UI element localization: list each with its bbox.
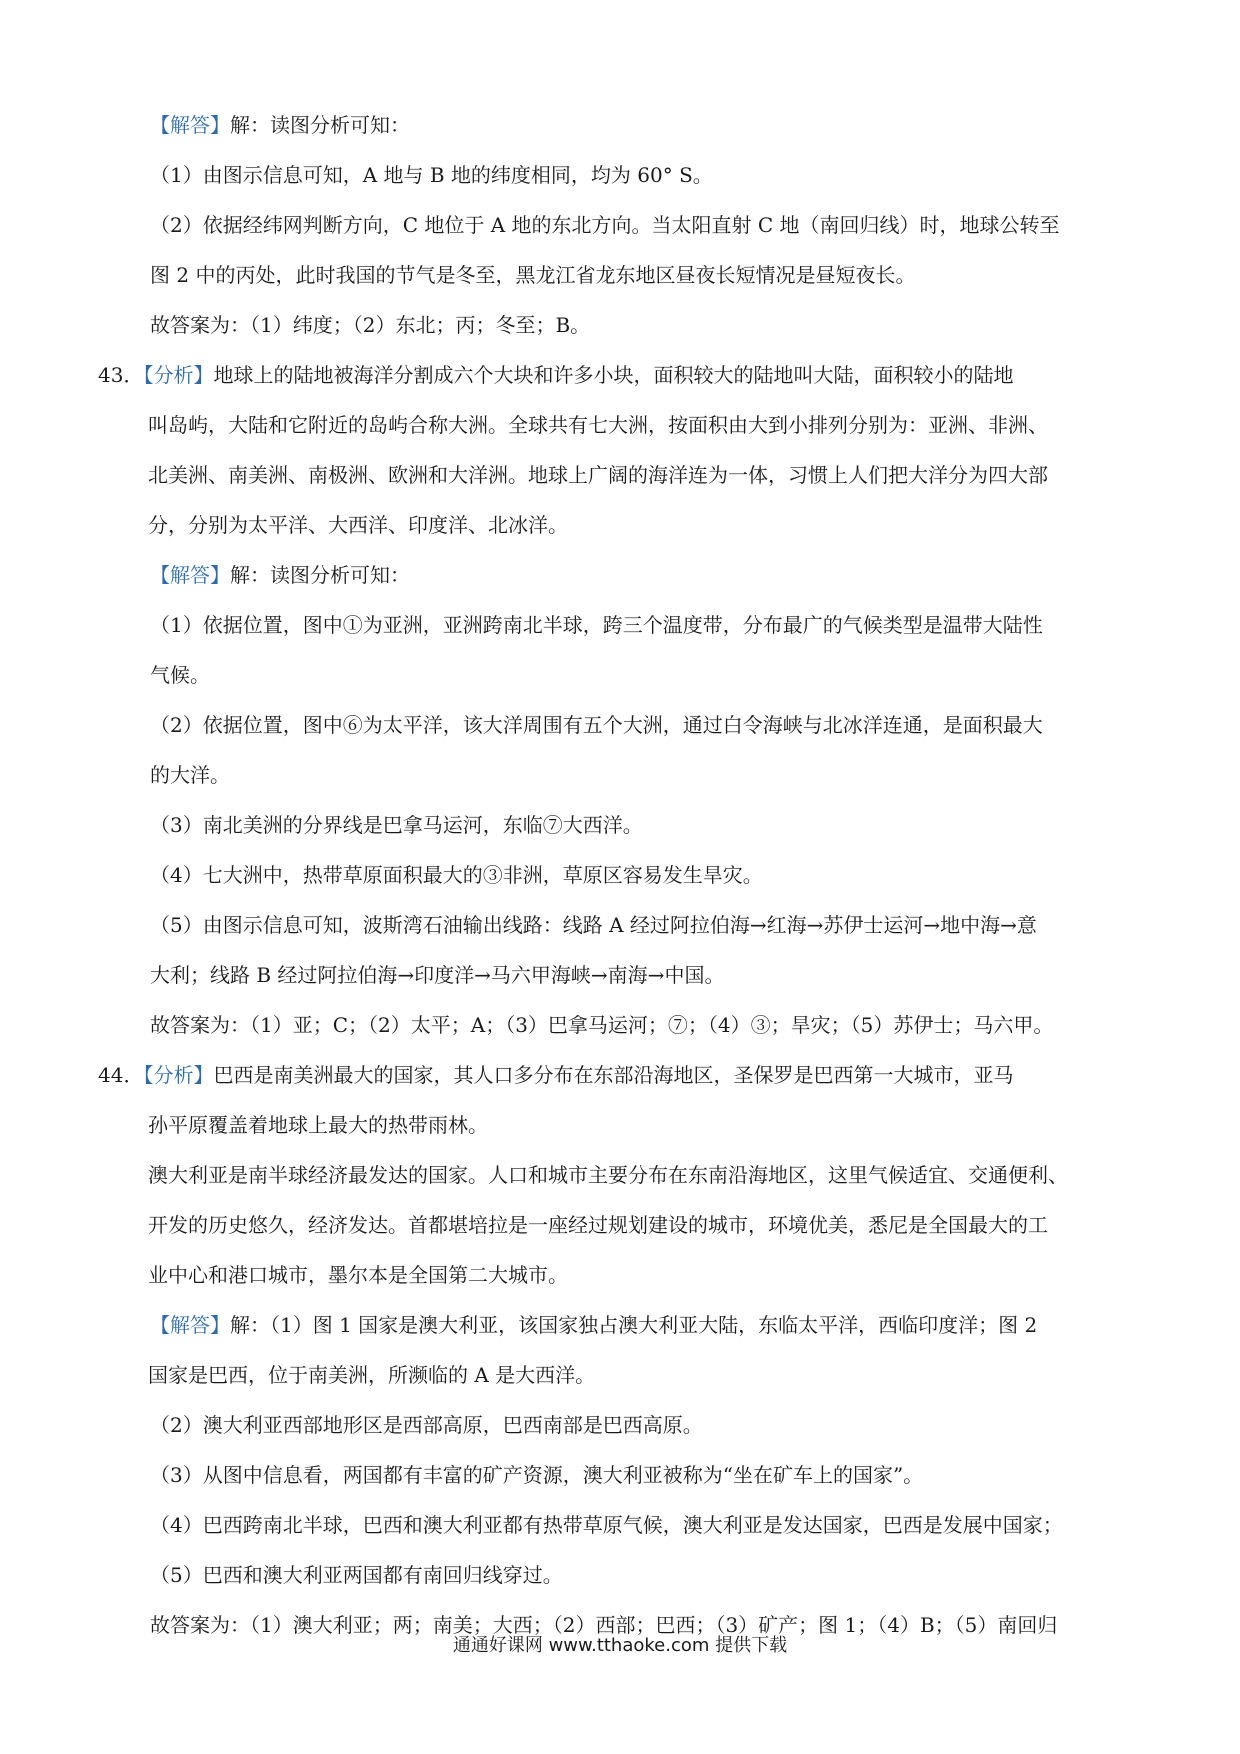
line-text: （2）依据位置，图中⑥为太平洋，该大洋周围有五个大洲，通过白令海峡与北冰洋连通，是面积最大 <box>150 713 1043 737</box>
line-text: 地球上的陆地被海洋分割成六个大块和许多小块，面积较大的陆地叫大陆，面积较小的陆地 <box>213 363 1014 387</box>
text-line <box>150 111 410 139</box>
text-line <box>98 361 1013 389</box>
text-line <box>148 511 568 539</box>
line-text: 国家是巴西，位于南美洲，所濒临的 A 是大西洋。 <box>148 1363 596 1387</box>
line-text: 业中心和港口城市，墨尔本是全国第二大城市。 <box>148 1263 568 1287</box>
line-text: （1）由图示信息可知，A 地与 B 地的纬度相同，均为 60° S。 <box>150 163 713 187</box>
text-line <box>148 1111 488 1139</box>
section-tag: 【分析】 <box>143 363 214 387</box>
text-line <box>150 861 763 889</box>
line-text: 故答案为：（1）澳大利亚；两；南美；大西；（2）西部；巴西；（3）矿产；图 1；（4）B；（5）南回归 <box>150 1613 1058 1637</box>
text-line <box>150 661 210 689</box>
text-line <box>150 161 713 189</box>
line-text: 巴西是南美洲最大的国家，其人口多分布在东部沿海地区，圣保罗是巴西第一大城市，亚马 <box>213 1063 1014 1087</box>
text-line <box>150 211 1060 239</box>
text-line <box>148 1161 1068 1189</box>
question-number: 43． <box>98 363 144 387</box>
text-line <box>150 561 410 589</box>
line-text: （2）澳大利亚西部地形区是西部高原，巴西南部是巴西高原。 <box>150 1413 703 1437</box>
line-text: （5）由图示信息可知，波斯湾石油输出线路：线路 A 经过阿拉伯海→红海→苏伊士运河→地中海→意 <box>150 913 1037 937</box>
text-line <box>150 261 915 289</box>
text-line <box>148 1361 595 1389</box>
line-text: 解：读图分析可知： <box>230 113 410 137</box>
line-text: 故答案为：（1）亚；C；（2）太平；A；（3）巴拿马运河；⑦；（4）③；旱灾；（5）苏伊士；马六甲。 <box>150 1013 1054 1037</box>
text-line <box>150 1511 1063 1539</box>
text-line <box>98 1061 1013 1089</box>
line-text: 分，分别为太平洋、大西洋、印度洋、北冰洋。 <box>148 513 568 537</box>
line-text: （3）南北美洲的分界线是巴拿马运河，东临⑦大西洋。 <box>150 813 643 837</box>
line-text: 叫岛屿，大陆和它附近的岛屿合称大洲。全球共有七大洲，按面积由大到小排列分别为：亚洲、非洲、 <box>148 413 1048 437</box>
line-text: 北美洲、南美洲、南极洲、欧洲和大洋洲。地球上广阔的海洋连为一体，习惯上人们把大洋分为四大部 <box>148 463 1048 487</box>
text-line <box>150 811 643 839</box>
line-text: 大利；线路 B 经过阿拉伯海→印度洋→马六甲海峡→南海→中国。 <box>150 963 725 987</box>
text-line <box>150 911 1037 939</box>
line-text: 孙平原覆盖着地球上最大的热带雨林。 <box>148 1113 488 1137</box>
line-text: 解：（1）图 1 国家是澳大利亚，该国家独占澳大利亚大陆，东临太平洋，西临印度洋；图 2 <box>230 1313 1038 1337</box>
line-text: 的大洋。 <box>150 763 230 787</box>
section-tag: 【分析】 <box>143 1063 214 1087</box>
text-line <box>150 611 1043 639</box>
question-number: 44． <box>98 1063 144 1087</box>
text-line <box>148 461 1048 489</box>
text-line <box>148 1261 568 1289</box>
text-line <box>150 1561 563 1589</box>
line-text: （4）巴西跨南北半球，巴西和澳大利亚都有热带草原气候，澳大利亚是发达国家，巴西是发展中国家； <box>150 1513 1063 1537</box>
line-text: （5）巴西和澳大利亚两国都有南回归线穿过。 <box>150 1563 563 1587</box>
line-text: 解：读图分析可知： <box>230 563 410 587</box>
text-line <box>150 1311 1037 1339</box>
section-tag: 【解答】 <box>150 563 230 587</box>
text-line <box>150 961 724 989</box>
line-text: （4）七大洲中，热带草原面积最大的③非洲，草原区容易发生旱灾。 <box>150 863 763 887</box>
section-tag: 【解答】 <box>150 113 230 137</box>
text-line <box>150 1461 923 1489</box>
line-text: （1）依据位置，图中①为亚洲，亚洲跨南北半球，跨三个温度带，分布最广的气候类型是温带大陆性 <box>150 613 1043 637</box>
text-line <box>150 761 230 789</box>
text-line <box>150 711 1043 739</box>
text-line <box>150 1011 1053 1039</box>
line-text: 澳大利亚是南半球经济最发达的国家。人口和城市主要分布在东南沿海地区，这里气候适宜、交通便利、 <box>148 1163 1068 1187</box>
text-line <box>150 1411 703 1439</box>
page-footer: 通通好课网 www.tthaoke.com 提供下载 <box>452 1635 788 1656</box>
line-text: 故答案为：（1）纬度；（2）东北；丙；冬至；B。 <box>150 313 591 337</box>
line-text: （3）从图中信息看，两国都有丰富的矿产资源，澳大利亚被称为“坐在矿车上的国家”。 <box>150 1463 924 1487</box>
line-text: 图 2 中的丙处，此时我国的节气是冬至，黑龙江省龙东地区昼夜长短情况是昼短夜长。 <box>150 263 916 287</box>
text-line <box>150 311 590 339</box>
text-line <box>148 411 1048 439</box>
text-line <box>148 1211 1048 1239</box>
line-text: （2）依据经纬网判断方向，C 地位于 A 地的东北方向。当太阳直射 C 地（南回归线）时，地球公转至 <box>150 213 1060 237</box>
section-tag: 【解答】 <box>150 1313 230 1337</box>
line-text: 开发的历史悠久，经济发达。首都堪培拉是一座经过规划建设的城市，环境优美，悉尼是全国最大的工 <box>148 1213 1048 1237</box>
line-text: 气候。 <box>150 663 210 687</box>
